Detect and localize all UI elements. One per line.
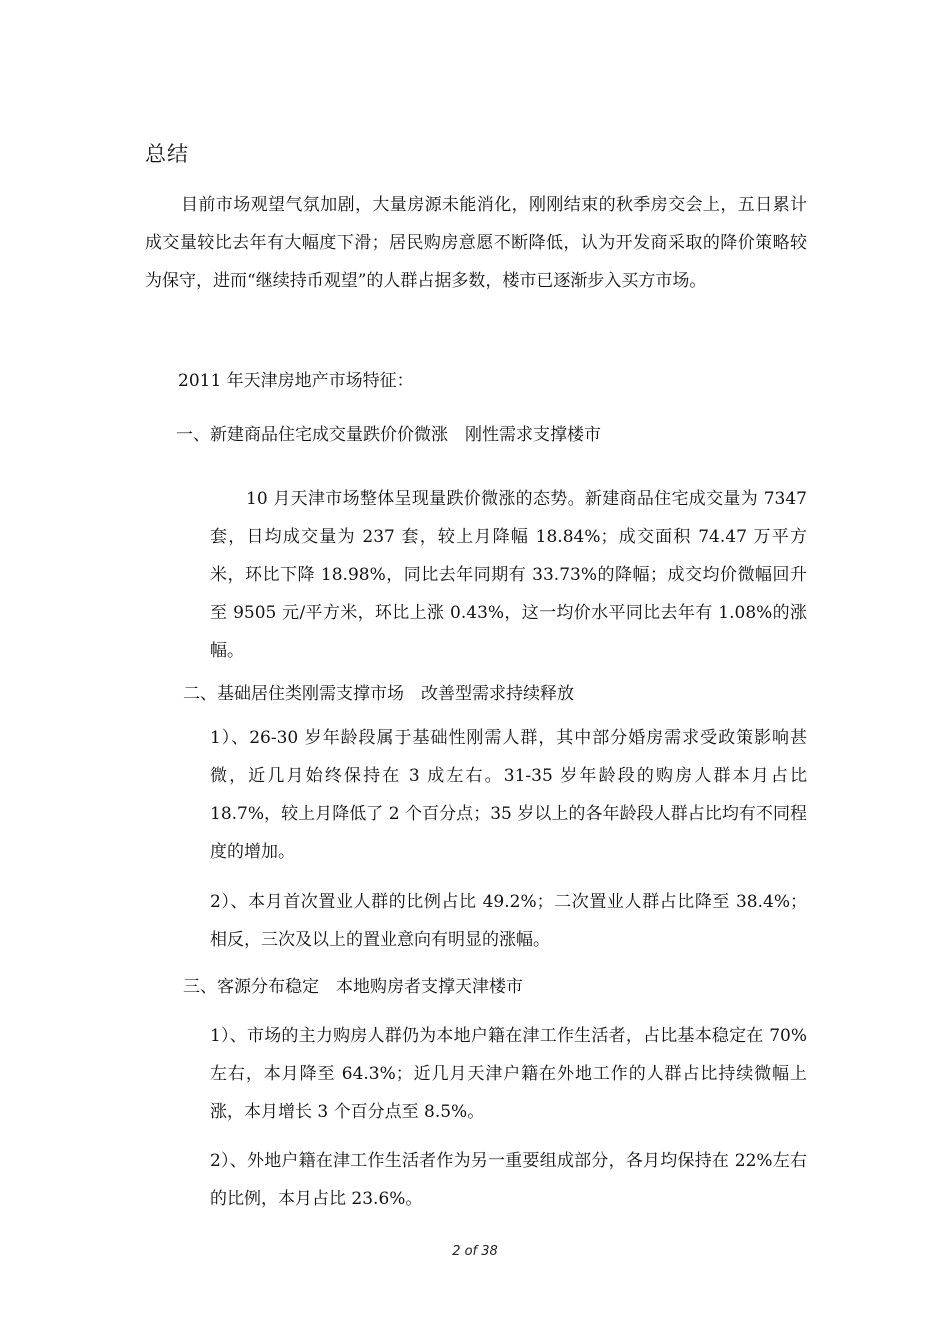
intro-paragraph: 目前市场观望气氛加剧，大量房源未能消化，刚刚结束的秋季房交会上，五日累计成交量较比去年有大幅度下滑；居民购房意愿不断降低，认为开发商采取的降价策略较为保守，进而“继续持币观望”的人群占据多数，楼市已逐渐步入买方市场。 xyxy=(145,195,807,291)
section-2-item-1: 1）、26-30 岁年龄段属于基础性刚需人群，其中部分婚房需求受政策影响甚微，近几月始终保持在 3 成左右。31-35 岁年龄段的购房人群本月占比 18.7%，较上月降低了 2 个百分点；35 岁以上的各年龄段人群占比均有不同程度的增加。 xyxy=(210,728,807,862)
section-2-item-2: 2）、本月首次置业人群的比例占比 49.2%；二次置业人群占比降至 38.4%；相反，三次及以上的置业意向有明显的涨幅。 xyxy=(210,892,807,950)
section-2-heading: 二、基础居住类刚需支撑市场 改善型需求持续释放 xyxy=(183,684,574,704)
year-heading: 2011 年天津房地产市场特征： xyxy=(178,371,414,391)
section-3-item-2: 2）、外地户籍在津工作生活者作为另一重要组成部分，各月均保持在 22%左右的比例，本月占比 23.6%。 xyxy=(210,1151,807,1209)
page-title: 总结 xyxy=(145,142,189,166)
section-1-heading: 一、新建商品住宅成交量跌价价微涨 刚性需求支撑楼市 xyxy=(176,425,601,445)
section-3-item-1: 1）、市场的主力购房人群仍为本地户籍在津工作生活者，占比基本稳定在 70%左右，本月降至 64.3%；近几月天津户籍在外地工作的人群占比持续微幅上涨，本月增长 3 个百分点至 8.5%。 xyxy=(210,1026,807,1122)
section-3-heading: 三、客源分布稳定 本地购房者支撑天津楼市 xyxy=(183,977,523,997)
page-number: 2 of 38 xyxy=(452,1244,498,1259)
section-1-body: 10 月天津市场整体呈现量跌价微涨的态势。新建商品住宅成交量为 7347 套，日均成交量为 237 套，较上月降幅 18.84%；成交面积 74.47 万平方米，环比下降 18.98%，同比去年同期有 33.73%的降幅；成交均价微幅回升至 9505 元/平方米，环比上涨 0.43%，这一均价水平同比去年有 1.08%的涨幅。 xyxy=(210,489,807,661)
